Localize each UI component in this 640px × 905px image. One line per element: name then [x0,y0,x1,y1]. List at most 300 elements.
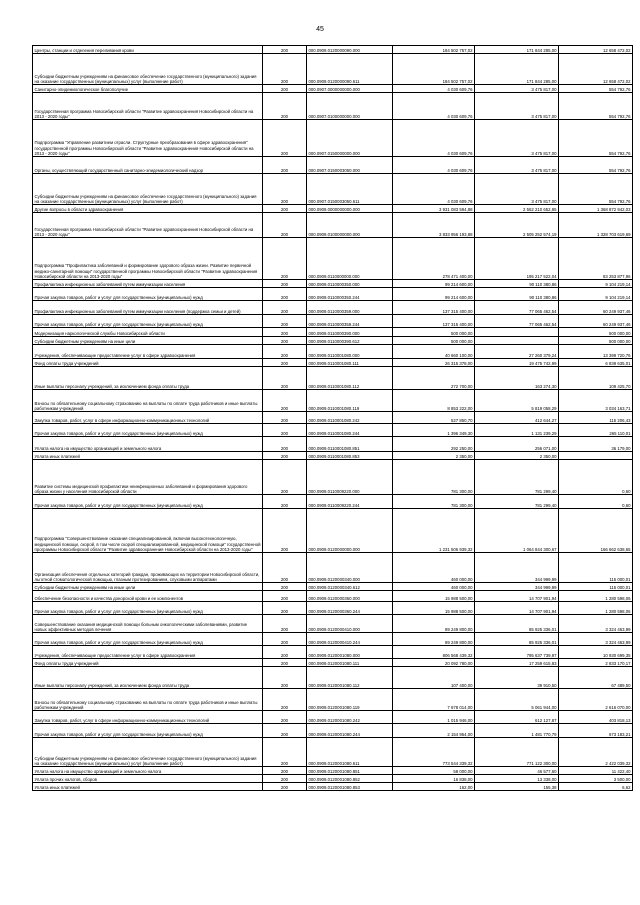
row-executed: 19 475 742,99 [475,359,559,367]
row-unexecuted: 554 792,76 [559,157,633,174]
row-unexecuted: 3 324 463,99 [559,615,633,633]
row-approved: 184 502 757,02 [393,46,475,54]
row-name: Развитие системы медицинской профилактики неинфекционных заболеваний и формирования здорового образа жизни у населения Новосибирской области [33,460,263,495]
table-row [33,424,633,437]
row-unexecuted: 1 368 872 942,03 [559,205,633,213]
row-unexecuted: 554 792,76 [559,174,633,205]
row-kbk: 000.0907.0000000000.000 [307,85,393,93]
row-executed: 13 338,00 [475,775,559,783]
row-name: Прочая закупка товаров, работ и услуг для государственных (муниципальных) нужд [33,633,263,646]
row-kbk: 000.0909.0100000000.000 [307,213,393,238]
row-executed: 771 122 300,00 [475,738,559,767]
table-row [33,301,633,315]
row-kbk: 000.0909.0110000359.000 [307,301,393,315]
row-code: 200 [263,591,307,602]
row-approved: 99 214 600,00 [393,288,475,301]
row-code: 200 [263,775,307,783]
row-name: Закупка товаров, работ, услуг в сфере информационно-коммуникационных технологий [33,412,263,424]
row-approved: 58 000,00 [393,767,475,775]
table-row [33,775,633,783]
table-row [33,646,633,659]
row-executed: 412 644,27 [475,412,559,424]
row-code: 200 [263,767,307,775]
row-unexecuted: 36 179,00 [559,437,633,452]
row-executed [475,337,559,345]
row-approved: 89 249 800,00 [393,615,475,633]
table-row [33,583,633,591]
row-kbk: 000.0909.0120000410.000 [307,615,393,633]
row-executed: 1 064 844 300,67 [475,509,559,553]
row-approved: 26 315 378,00 [393,359,475,367]
row-code: 200 [263,615,307,633]
table-row [33,205,633,213]
table-row [33,667,633,689]
row-name: Организация обеспечения отдельных категорий граждан, проживающих на территории Новосибирской области, льготной стоматологической помощью, глазным протезированием, слуховыми аппаратами [33,553,263,583]
row-executed: 2 562 210 652,85 [475,205,559,213]
table-row [33,288,633,301]
row-unexecuted: 0,60 [559,495,633,509]
row-executed: 171 844 285,00 [475,46,559,54]
table-row [33,633,633,646]
row-unexecuted: 554 792,76 [559,85,633,93]
row-name: Уплата налога на имущество организаций и земельного налога [33,437,263,452]
row-kbk: 000.0907.0150003050.611 [307,174,393,205]
row-code: 200 [263,724,307,738]
row-executed: 77 065 462,54 [475,301,559,315]
row-executed: 14 707 901,94 [475,602,559,615]
row-kbk: 000.0909.0110009220.000 [307,460,393,495]
table-row [33,345,633,359]
row-kbk: 000.0907.0100000000.000 [307,93,393,120]
row-code: 200 [263,783,307,791]
row-kbk: 000.0909.0120000360.000 [307,591,393,602]
row-name: Субсидии бюджетным учреждениям на финансовое обеспечение государственного (муниципального) задания на оказание государственных (муниципальных) услуг (выполнение работ) [33,174,263,205]
row-unexecuted: 1 328 703 619,69 [559,213,633,238]
row-executed: 5 061 944,00 [475,689,559,711]
row-code: 200 [263,120,307,157]
table-row [33,359,633,367]
row-executed: 344 999,99 [475,553,559,583]
row-kbk: 000.0909.0110001080.111 [307,359,393,367]
row-executed: 171 844 285,00 [475,54,559,85]
row-name: Подпрограмма "Профилактика заболеваний и формирование здорового образа жизни. Развитие первичной медико-санитарной помощи" государственной программы Новосибирской области "Развитие здравоохранения Новосибирской области на 2013-2020 годы" [33,238,263,280]
row-name: Учреждения, обеспечивающие предоставление услуг в сфере здравоохранения [33,646,263,659]
row-code: 200 [263,659,307,667]
row-kbk: 000.0909.0110009220.244 [307,495,393,509]
row-code: 200 [263,337,307,345]
row-executed [475,328,559,337]
row-approved: 99 214 600,00 [393,280,475,288]
row-kbk: 000.0909.0120000360.244 [307,602,393,615]
row-executed: 155,38 [475,783,559,791]
row-unexecuted: 1 280 598,06 [559,591,633,602]
row-approved: 272 700,00 [393,367,475,390]
row-code: 200 [263,711,307,724]
row-kbk: 000.0909.0120000410.244 [307,633,393,646]
row-approved: 8 853 222,00 [393,390,475,412]
table-row [33,54,633,85]
row-kbk: 000.0909.0110001080.000 [307,345,393,359]
table-row [33,460,633,495]
row-code: 200 [263,367,307,390]
row-unexecuted: 673 183,21 [559,724,633,738]
row-executed: 17 259 615,83 [475,659,559,667]
row-code: 200 [263,424,307,437]
row-name: Центры, станции и отделения переливания крови [33,46,263,54]
row-code: 200 [263,412,307,424]
table-row [33,93,633,120]
row-unexecuted: 554 792,76 [559,120,633,157]
row-executed: 2 350,00 [475,452,559,460]
row-approved: 292 250,00 [393,437,475,452]
row-executed: 3 475 817,00 [475,93,559,120]
row-approved: 460 000,00 [393,583,475,591]
row-unexecuted: 12 658 472,02 [559,54,633,85]
row-executed: 77 065 462,54 [475,315,559,328]
table-row [33,328,633,337]
row-approved: 15 988 500,00 [393,602,475,615]
row-executed: 46 577,60 [475,767,559,775]
row-approved: 3 931 083 594,88 [393,205,475,213]
row-unexecuted: 265 110,01 [559,424,633,437]
row-code: 200 [263,301,307,315]
row-kbk: 000.0909.0110001080.244 [307,424,393,437]
row-approved: 500 000,00 [393,337,475,345]
row-name: Взносы по обязательному социальному страхованию на выплаты по оплате труда работников и иные выплаты работникам учреждений [33,689,263,711]
row-code: 200 [263,328,307,337]
row-unexecuted: 6,62 [559,783,633,791]
row-kbk: 000.0909.0110001080.242 [307,412,393,424]
row-approved: 2 154 954,00 [393,724,475,738]
row-unexecuted: 500 000,00 [559,337,633,345]
row-name: Государственная программа Новосибирской области "Развитие здравоохранения Новосибирской области на 2013 - 2020 годы" [33,213,263,238]
row-approved: 781 300,00 [393,460,475,495]
table-row [33,157,633,174]
row-kbk: 000.0907.0150003050.000 [307,157,393,174]
row-executed: 344 999,99 [475,583,559,591]
row-approved: 184 502 757,02 [393,54,475,85]
table-row [33,390,633,412]
row-unexecuted: 115 000,01 [559,553,633,583]
row-kbk: 000.0909.0110000350.244 [307,288,393,301]
row-code: 200 [263,553,307,583]
row-name: Прочая закупка товаров, работ и услуг для государственных (муниципальных) нужд [33,288,263,301]
row-code: 200 [263,85,307,93]
row-kbk: 000.0909.0110000350.000 [307,280,393,288]
table-row [33,280,633,288]
row-unexecuted: 115 000,01 [559,583,633,591]
row-name: Фонд оплаты труда учреждений [33,659,263,667]
row-approved: 107 400,00 [393,667,475,689]
table-row [33,591,633,602]
row-code: 200 [263,602,307,615]
table-row [33,738,633,767]
row-code: 200 [263,315,307,328]
row-name: Иные выплаты персоналу учреждений, за исключением фонда оплаты труда [33,367,263,390]
row-kbk: 000.0909.0110001080.112 [307,367,393,390]
row-kbk: 000.0909.0120001080.000 [307,646,393,659]
row-kbk: 000.0909.0110001080.853 [307,452,393,460]
table-row [33,85,633,93]
row-kbk: 000.0909.0110000390.612 [307,337,393,345]
row-unexecuted: 9 104 219,14 [559,280,633,288]
row-executed: 27 260 379,24 [475,345,559,359]
row-approved: 3 833 956 193,88 [393,213,475,238]
row-name: Другие вопросы в области здравоохранения [33,205,263,213]
row-executed: 85 925 336,01 [475,633,559,646]
row-executed: 1 131 239,29 [475,424,559,437]
row-unexecuted: 3 500,00 [559,775,633,783]
table-row [33,602,633,615]
row-executed: 90 110 380,86 [475,280,559,288]
row-unexecuted: 2 422 039,32 [559,738,633,767]
row-unexecuted: 6 839 635,01 [559,359,633,367]
row-kbk: 000.0909.0120001080.119 [307,689,393,711]
row-executed: 781 299,40 [475,460,559,495]
row-name: Субсидии бюджетным учреждениям на финансовое обеспечение государственного (муниципального) задания на оказание государственных (муниципальных) услуг (выполнение работ) [33,54,263,85]
table-row [33,367,633,390]
table-row [33,213,633,238]
row-code: 200 [263,738,307,767]
row-name: Прочая закупка товаров, работ и услуг для государственных (муниципальных) нужд [33,724,263,738]
row-approved: 1 231 506 939,32 [393,509,475,553]
row-code: 200 [263,495,307,509]
row-unexecuted: 554 792,76 [559,93,633,120]
row-executed: 3 475 817,00 [475,120,559,157]
row-approved: 16 838,00 [393,775,475,783]
row-unexecuted: 2 616 070,00 [559,689,633,711]
row-name: Органы, осуществляющий государственный санитарно-эпидемиологический надзор [33,157,263,174]
row-unexecuted: 67 489,50 [559,667,633,689]
table-row [33,711,633,724]
row-unexecuted: 2 833 170,17 [559,659,633,667]
row-kbk: 000.0909.0110000359.244 [307,315,393,328]
row-approved: 20 092 780,00 [393,659,475,667]
row-name: Иные выплаты персоналу учреждений, за исключением фонда оплаты труда [33,667,263,689]
row-name: Субсидии бюджетным учреждениям на иные цели [33,583,263,591]
row-unexecuted: 3 324 463,99 [559,633,633,646]
row-code: 200 [263,689,307,711]
row-unexecuted: 12 658 472,02 [559,46,633,54]
row-code: 200 [263,46,307,54]
row-approved: 137 315 400,00 [393,301,475,315]
row-executed: 781 299,40 [475,495,559,509]
row-code: 200 [263,452,307,460]
table-row [33,120,633,157]
row-code: 200 [263,213,307,238]
table-row [33,553,633,583]
row-kbk: 000.0909.0000000000.000 [307,205,393,213]
row-unexecuted: 11 422,40 [559,767,633,775]
row-executed: 3 475 817,00 [475,174,559,205]
budget-table [32,45,633,791]
row-code: 200 [263,667,307,689]
budget-table-body [33,46,633,791]
row-kbk: 000.0909.0120001080.111 [307,659,393,667]
table-row [33,315,633,328]
row-executed: 3 475 817,00 [475,85,559,93]
table-row [33,783,633,791]
row-unexecuted: 166 662 638,65 [559,509,633,553]
row-executed: 1 481 770,79 [475,724,559,738]
row-approved: 15 988 500,00 [393,591,475,602]
row-executed: 39 910,50 [475,667,559,689]
row-name: Прочая закупка товаров, работ и услуг для государственных (муниципальных) нужд [33,424,263,437]
table-row [33,174,633,205]
row-name: Прочая закупка товаров, работ и услуг для государственных (муниципальных) нужд [33,495,263,509]
row-name: Уплата иных платежей [33,452,263,460]
row-executed: 2 505 252 574,19 [475,213,559,238]
row-approved: 2 350,00 [393,452,475,460]
row-kbk: 000.0909.0120001080.853 [307,783,393,791]
row-code: 200 [263,174,307,205]
row-unexecuted: 83 253 877,96 [559,238,633,280]
table-row [33,509,633,553]
row-kbk: 000.0909.0120001080.611 [307,738,393,767]
row-executed: 14 707 901,94 [475,591,559,602]
row-executed: 3 475 817,00 [475,157,559,174]
row-approved: 781 300,00 [393,495,475,509]
row-code: 200 [263,54,307,85]
row-executed: 795 637 739,97 [475,646,559,659]
row-name: Субсидии бюджетным учреждениям на иные цели [33,337,263,345]
row-executed: 195 217 522,04 [475,238,559,280]
row-kbk: 000.0909.0120001080.851 [307,767,393,775]
row-executed: 5 819 058,29 [475,390,559,412]
row-name: Взносы по обязательному социальному страхованию на выплаты по оплате труда работников и иные выплаты работникам учреждений [33,390,263,412]
table-row [33,689,633,711]
row-name: Уплата налога на имущество организаций и земельного налога [33,767,263,775]
row-code: 200 [263,633,307,646]
row-name: Модернизация наркологической службы Новосибирской области [33,328,263,337]
row-name: Обеспечение безопасности и качества донорской крови и ее компонентов [33,591,263,602]
row-executed: 256 071,00 [475,437,559,452]
row-code: 200 [263,345,307,359]
row-unexecuted: 403 818,13 [559,711,633,724]
row-code: 200 [263,238,307,280]
row-code: 200 [263,359,307,367]
table-row [33,238,633,280]
row-unexecuted: 109 425,70 [559,367,633,390]
row-approved: 1 015 946,00 [393,711,475,724]
table-row [33,437,633,452]
row-kbk: 000.0909.0120001080.112 [307,667,393,689]
row-name: Субсидии бюджетным учреждениям на финансовое обеспечение государственного (муниципального) задания на оказание государственных (муниципальных) услуг (выполнение работ) [33,738,263,767]
row-approved: 40 660 100,00 [393,345,475,359]
row-unexecuted: 10 930 699,35 [559,646,633,659]
table-row [33,659,633,667]
row-kbk: 000.0909.0120000090.000 [307,46,393,54]
row-kbk: 000.0909.0110001080.851 [307,437,393,452]
row-code: 200 [263,93,307,120]
row-name: Фонд оплаты труда учреждений [33,359,263,367]
row-approved: 460 000,00 [393,553,475,583]
row-approved: 500 000,00 [393,328,475,337]
row-unexecuted [559,452,633,460]
row-unexecuted: 0,60 [559,460,633,495]
row-code: 200 [263,509,307,553]
row-executed: 163 274,30 [475,367,559,390]
row-approved: 806 568 439,32 [393,646,475,659]
row-kbk: 000.0907.0150000000.000 [307,120,393,157]
row-approved: 527 850,70 [393,412,475,424]
row-name: Профилактика инфекционных заболеваний путем иммунизации населения [33,280,263,288]
row-name: Уплата прочих налогов, сборов [33,775,263,783]
row-approved: 773 544 339,32 [393,738,475,767]
row-code: 200 [263,288,307,301]
row-unexecuted: 1 280 598,06 [559,602,633,615]
row-code: 200 [263,460,307,495]
row-name: Профилактика инфекционных заболеваний путем иммунизации населения (поддержка семьи и детей) [33,301,263,315]
row-name: Учреждения, обеспечивающие предоставление услуг в сфере здравоохранения [33,345,263,359]
row-executed: 612 127,87 [475,711,559,724]
row-name: Закупка товаров, работ, услуг в сфере информационно-коммуникационных технологий [33,711,263,724]
row-approved: 4 030 609,76 [393,174,475,205]
row-kbk: 000.0909.0110001080.119 [307,390,393,412]
row-approved: 137 315 400,00 [393,315,475,328]
row-name: Санитарно-эпидемиологическое благополучие [33,85,263,93]
row-executed: 90 110 380,86 [475,288,559,301]
row-kbk: 000.0909.0120000090.611 [307,54,393,85]
row-approved: 89 249 800,00 [393,633,475,646]
row-approved: 4 030 609,76 [393,120,475,157]
row-kbk: 000.0909.0120000000.000 [307,509,393,553]
row-name: Уплата иных платежей [33,783,263,791]
row-code: 200 [263,646,307,659]
row-approved: 4 030 609,76 [393,93,475,120]
table-row [33,615,633,633]
row-kbk: 000.0909.0110000390.000 [307,328,393,337]
row-unexecuted: 60 249 937,46 [559,301,633,315]
row-executed: 85 925 336,01 [475,615,559,633]
table-row [33,452,633,460]
row-unexecuted: 9 104 219,14 [559,288,633,301]
table-row [33,767,633,775]
table-row [33,412,633,424]
table-row [33,495,633,509]
row-name: Прочая закупка товаров, работ и услуг для государственных (муниципальных) нужд [33,602,263,615]
row-approved: 4 030 609,76 [393,85,475,93]
row-name: Подпрограмма "Управление развитием отрасли. Структурные преобразования в сфере здравоохранения" государственной программы Новосибирской области "Развитие здравоохранения Новосибирской области на 2013 - 2020 годы" [33,120,263,157]
row-code: 200 [263,583,307,591]
row-code: 200 [263,205,307,213]
row-approved: 4 030 609,76 [393,157,475,174]
row-kbk: 000.0909.0120001080.244 [307,724,393,738]
row-approved: 278 471 400,00 [393,238,475,280]
table-row [33,724,633,738]
row-unexecuted: 60 249 937,46 [559,315,633,328]
row-approved: 162,00 [393,783,475,791]
row-name: Подпрограмма "Совершенствование оказания специализированной, включая высокотехнологичную, медицинской помощи, скорой, в том числе скорой специализированной, медицинской помощи" государственной программы Новосибирской области "Развитие здравоохранения Новосибирской области на 2013-2020 годы" [33,509,263,553]
row-code: 200 [263,390,307,412]
row-unexecuted: 13 399 720,76 [559,345,633,359]
row-approved: 1 396 349,30 [393,424,475,437]
row-kbk: 000.0909.0110000000.000 [307,238,393,280]
row-name: Прочая закупка товаров, работ и услуг для государственных (муниципальных) нужд [33,315,263,328]
row-unexecuted: 500 000,00 [559,328,633,337]
row-code: 200 [263,157,307,174]
row-code: 200 [263,437,307,452]
row-kbk: 000.0909.0120000340.612 [307,583,393,591]
row-kbk: 000.0909.0120001080.242 [307,711,393,724]
page-number: 45 [316,26,324,33]
row-code: 200 [263,280,307,288]
row-kbk: 000.0909.0120000340.000 [307,553,393,583]
row-kbk: 000.0909.0120001080.852 [307,775,393,783]
table-row [33,337,633,345]
row-unexecuted: 3 034 163,71 [559,390,633,412]
row-unexecuted: 115 206,43 [559,412,633,424]
